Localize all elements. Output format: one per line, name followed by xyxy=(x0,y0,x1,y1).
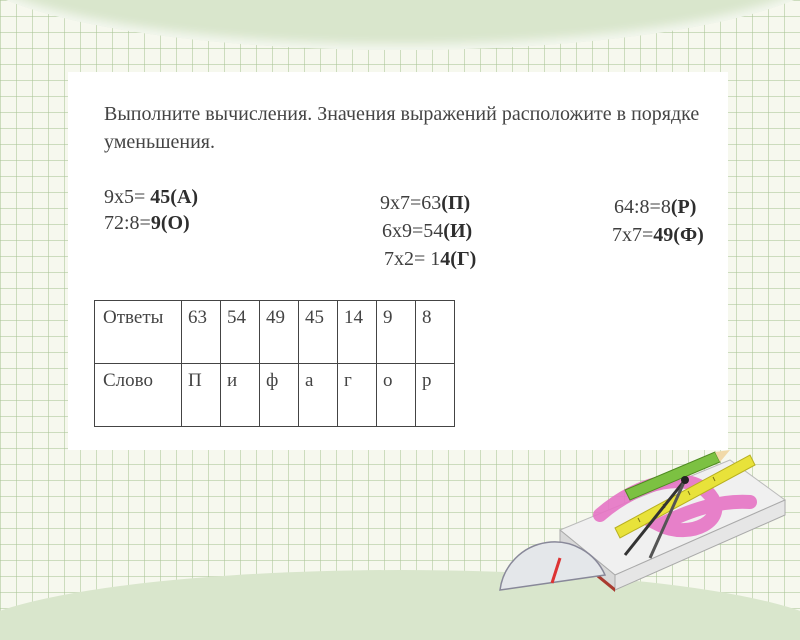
frame-top-border xyxy=(0,0,800,50)
expr-text: 9x5= xyxy=(104,186,151,208)
answer-cell: 8 xyxy=(416,301,455,364)
answer-cell: 45 xyxy=(299,301,338,364)
table-row-answers xyxy=(95,301,455,364)
answer-cell: 9 xyxy=(377,301,416,364)
expr-text: 72:8= xyxy=(104,212,151,234)
task-heading: Выполните вычисления. Значения выражений расположите в порядке уменьшения. xyxy=(104,103,700,153)
word-label: Слово xyxy=(95,364,182,427)
letter-cell: г xyxy=(338,364,377,427)
answers-label: Ответы xyxy=(95,301,182,364)
expr-text: 7x2= 1 xyxy=(384,248,441,270)
expr-col3-row2 xyxy=(612,222,704,248)
expr-col2-row3 xyxy=(384,246,476,272)
stationery-illustration xyxy=(490,440,790,600)
answer-cell: 49 xyxy=(260,301,299,364)
letter-cell: а xyxy=(299,364,338,427)
expr-result: 9(О) xyxy=(150,212,190,234)
expr-col1-row2 xyxy=(104,210,190,236)
answers-table xyxy=(94,300,455,427)
expr-result: (П) xyxy=(441,192,471,214)
expr-result: (И) xyxy=(443,220,473,242)
expr-col3-row1 xyxy=(614,194,696,220)
letter-cell: П xyxy=(182,364,221,427)
expr-col2-row1 xyxy=(380,190,470,216)
letter-cell: р xyxy=(416,364,455,427)
expr-text: 64:8=8 xyxy=(614,196,671,218)
expr-col2-row2 xyxy=(382,218,472,244)
expr-result: (Р) xyxy=(670,196,697,218)
answer-cell: 54 xyxy=(221,301,260,364)
expr-text: 9x7=63 xyxy=(380,192,442,214)
expr-col1-row1 xyxy=(104,184,198,210)
expr-text: 7x7= xyxy=(612,224,654,246)
answer-cell: 63 xyxy=(182,301,221,364)
letter-cell: о xyxy=(377,364,416,427)
expr-result: 4(Г) xyxy=(440,248,477,270)
letter-cell: ф xyxy=(260,364,299,427)
expr-result: 45(А) xyxy=(150,186,199,208)
answer-cell: 14 xyxy=(338,301,377,364)
worksheet-card xyxy=(68,72,728,450)
letter-cell: и xyxy=(221,364,260,427)
table-row-word xyxy=(95,364,455,427)
expr-result: 49(Ф) xyxy=(653,224,704,246)
expr-text: 6x9=54 xyxy=(382,220,444,242)
